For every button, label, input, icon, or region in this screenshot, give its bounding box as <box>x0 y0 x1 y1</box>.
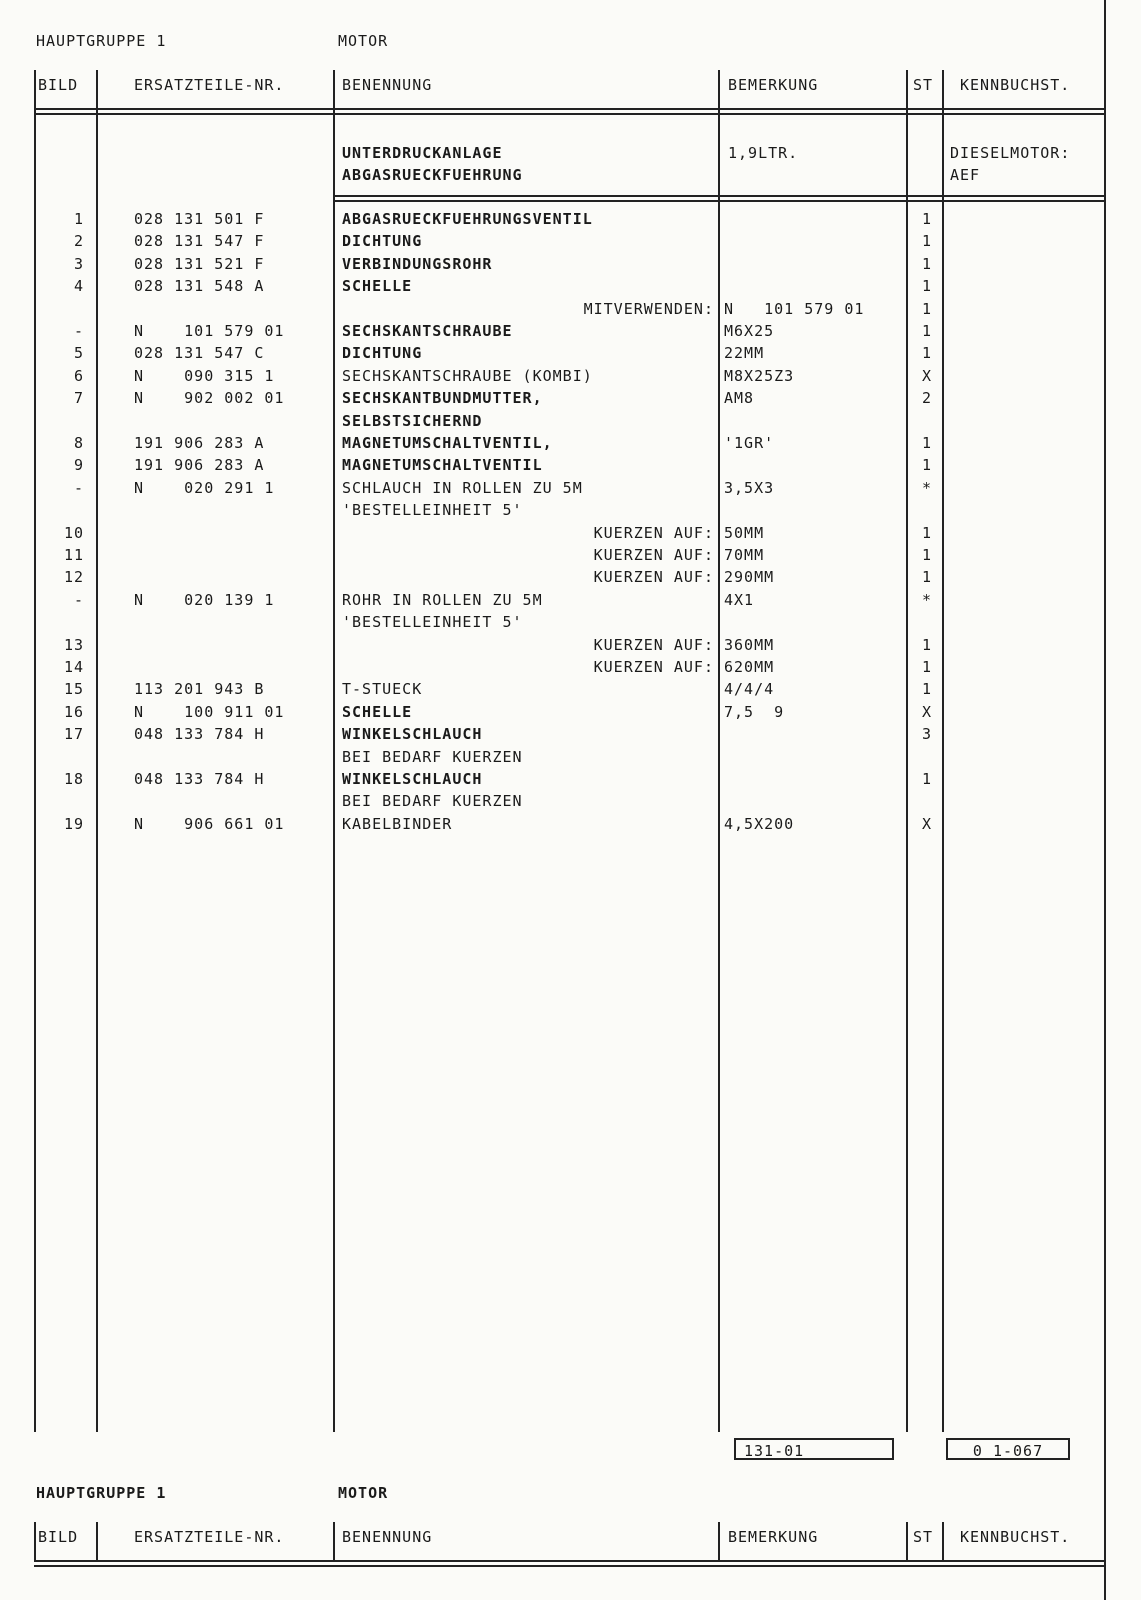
row-bemerkung: AM8 <box>724 389 755 407</box>
row-benennung: BEI BEDARF KUERZEN <box>342 792 523 810</box>
row-benennung: 'BESTELLEINHEIT 5' <box>342 501 523 519</box>
row-bild: 9 <box>73 456 84 474</box>
row-stueck: 1 <box>921 524 932 542</box>
row-bild: - <box>73 479 84 497</box>
row-bild: 2 <box>73 232 84 250</box>
col-teile-nr: ERSATZTEILE-NR. <box>134 76 285 94</box>
section-double-rule-2 <box>334 200 1104 202</box>
row-benennung: SECHSKANTBUNDMUTTER, <box>342 389 543 407</box>
row-benennung: KUERZEN AUF: <box>593 568 714 586</box>
row-benennung: SCHLAUCH IN ROLLEN ZU 5M <box>342 479 583 497</box>
bottom-double-rule-1 <box>34 1560 1104 1562</box>
row-bemerkung: 7,5 9 <box>724 703 785 721</box>
bottom-group-title: MOTOR <box>338 1484 389 1502</box>
hauptgruppe-label: HAUPTGRUPPE 1 <box>36 32 167 50</box>
bottom-col-teile-nr: ERSATZTEILE-NR. <box>134 1528 285 1546</box>
row-bemerkung: 4X1 <box>724 591 755 609</box>
row-part-number: N 020 291 1 <box>134 479 275 497</box>
row-part-number: N 090 315 1 <box>134 367 275 385</box>
row-benennung: DICHTUNG <box>342 344 423 362</box>
col-divider <box>34 1522 36 1562</box>
section-kenn-1: DIESELMOTOR: <box>950 144 1071 162</box>
col-divider <box>34 70 36 1432</box>
bottom-col-st: ST <box>913 1528 934 1546</box>
col-divider <box>942 70 944 1432</box>
row-part-number: 028 131 501 F <box>134 210 265 228</box>
row-benennung: SCHELLE <box>342 703 413 721</box>
row-part-number: 028 131 547 F <box>134 232 265 250</box>
row-bild: 8 <box>73 434 84 452</box>
section-bemerkung: 1,9LTR. <box>728 144 799 162</box>
row-bemerkung: M6X25 <box>724 322 775 340</box>
col-divider <box>96 1522 98 1562</box>
col-benennung: BENENNUNG <box>342 76 433 94</box>
row-benennung: KUERZEN AUF: <box>593 636 714 654</box>
row-bemerkung: 360MM <box>724 636 775 654</box>
row-stueck: 1 <box>921 255 932 273</box>
row-part-number: 113 201 943 B <box>134 680 265 698</box>
col-divider <box>718 70 720 1432</box>
row-stueck: 1 <box>921 568 932 586</box>
row-stueck: 1 <box>921 636 932 654</box>
row-stueck: 1 <box>921 434 932 452</box>
row-benennung: VERBINDUNGSROHR <box>342 255 493 273</box>
row-benennung: SECHSKANTSCHRAUBE <box>342 322 513 340</box>
row-bild: 7 <box>73 389 84 407</box>
row-part-number: 028 131 521 F <box>134 255 265 273</box>
section-kenn-2: AEF <box>950 166 981 184</box>
row-benennung: WINKELSCHLAUCH <box>342 770 483 788</box>
footer-ref-box: 131-01 <box>734 1438 894 1460</box>
row-bild: 4 <box>73 277 84 295</box>
row-bild: 14 <box>63 658 84 676</box>
col-divider <box>333 1522 335 1562</box>
row-part-number: N 101 579 01 <box>134 322 285 340</box>
col-st: ST <box>913 76 934 94</box>
row-bemerkung: 290MM <box>724 568 775 586</box>
row-bemerkung: M8X25Z3 <box>724 367 795 385</box>
row-part-number: N 906 661 01 <box>134 815 285 833</box>
row-benennung: DICHTUNG <box>342 232 423 250</box>
row-bild: - <box>73 322 84 340</box>
row-benennung: ABGASRUECKFUEHRUNGSVENTIL <box>342 210 593 228</box>
row-part-number: N 020 139 1 <box>134 591 275 609</box>
bottom-col-bemerkung: BEMERKUNG <box>728 1528 819 1546</box>
row-benennung: MAGNETUMSCHALTVENTIL <box>342 456 543 474</box>
row-benennung: KUERZEN AUF: <box>593 546 714 564</box>
col-divider <box>333 70 335 1432</box>
row-bild: 1 <box>73 210 84 228</box>
row-benennung: KUERZEN AUF: <box>593 524 714 542</box>
col-divider <box>942 1522 944 1562</box>
row-stueck: 1 <box>921 344 932 362</box>
footer-page-box: 0 1-067 <box>946 1438 1070 1460</box>
row-stueck: 1 <box>921 680 932 698</box>
row-bemerkung: 4,5X200 <box>724 815 795 833</box>
row-stueck: X <box>921 815 932 833</box>
row-benennung: KUERZEN AUF: <box>593 658 714 676</box>
row-bemerkung: 4/4/4 <box>724 680 775 698</box>
row-stueck: * <box>921 479 932 497</box>
bottom-col-bild: BILD <box>38 1528 79 1546</box>
row-bild: 17 <box>63 725 84 743</box>
row-benennung: 'BESTELLEINHEIT 5' <box>342 613 523 631</box>
row-benennung: ROHR IN ROLLEN ZU 5M <box>342 591 543 609</box>
row-bemerkung: 50MM <box>724 524 765 542</box>
col-bemerkung: BEMERKUNG <box>728 76 819 94</box>
col-bild: BILD <box>38 76 79 94</box>
row-bild: 5 <box>73 344 84 362</box>
row-stueck: 1 <box>921 770 932 788</box>
row-bild: 6 <box>73 367 84 385</box>
row-stueck: 1 <box>921 456 932 474</box>
row-bemerkung: N 101 579 01 <box>724 300 865 318</box>
row-bemerkung: 70MM <box>724 546 765 564</box>
row-bemerkung: 22MM <box>724 344 765 362</box>
row-part-number: 028 131 547 C <box>134 344 265 362</box>
col-divider <box>96 70 98 1432</box>
col-divider <box>718 1522 720 1562</box>
row-part-number: N 902 002 01 <box>134 389 285 407</box>
row-part-number: 028 131 548 A <box>134 277 265 295</box>
row-bild: - <box>73 591 84 609</box>
bottom-col-kennbuchst: KENNBUCHST. <box>960 1528 1071 1546</box>
row-bild: 12 <box>63 568 84 586</box>
row-stueck: 1 <box>921 232 932 250</box>
row-stueck: 2 <box>921 389 932 407</box>
row-stueck: X <box>921 367 932 385</box>
row-benennung: BEI BEDARF KUERZEN <box>342 748 523 766</box>
bottom-hauptgruppe-label: HAUPTGRUPPE 1 <box>36 1484 167 1502</box>
section-title-2: ABGASRUECKFUEHRUNG <box>342 166 523 184</box>
bottom-double-rule-2 <box>34 1565 1104 1567</box>
row-part-number: N 100 911 01 <box>134 703 285 721</box>
row-stueck: 1 <box>921 210 932 228</box>
row-bild: 11 <box>63 546 84 564</box>
row-benennung: SELBSTSICHERND <box>342 412 483 430</box>
row-bild: 18 <box>63 770 84 788</box>
row-stueck: 1 <box>921 322 932 340</box>
row-part-number: 191 906 283 A <box>134 434 265 452</box>
row-benennung: MAGNETUMSCHALTVENTIL, <box>342 434 553 452</box>
row-stueck: * <box>921 591 932 609</box>
group-title: MOTOR <box>338 32 389 50</box>
section-title-1: UNTERDRUCKANLAGE <box>342 144 503 162</box>
row-part-number: 191 906 283 A <box>134 456 265 474</box>
row-benennung: SECHSKANTSCHRAUBE (KOMBI) <box>342 367 593 385</box>
row-bild: 16 <box>63 703 84 721</box>
row-stueck: 1 <box>921 277 932 295</box>
row-bild: 3 <box>73 255 84 273</box>
row-stueck: 1 <box>921 546 932 564</box>
row-stueck: 1 <box>921 300 932 318</box>
row-stueck: 1 <box>921 658 932 676</box>
row-benennung: KABELBINDER <box>342 815 453 833</box>
row-bemerkung: 620MM <box>724 658 775 676</box>
row-stueck: 3 <box>921 725 932 743</box>
row-benennung: WINKELSCHLAUCH <box>342 725 483 743</box>
row-bild: 10 <box>63 524 84 542</box>
row-part-number: 048 133 784 H <box>134 725 265 743</box>
col-kennbuchst: KENNBUCHST. <box>960 76 1071 94</box>
row-bild: 15 <box>63 680 84 698</box>
row-benennung: MITVERWENDEN: <box>583 300 714 318</box>
bottom-col-benennung: BENENNUNG <box>342 1528 433 1546</box>
row-bild: 13 <box>63 636 84 654</box>
row-bild: 19 <box>63 815 84 833</box>
row-benennung: T-STUECK <box>342 680 423 698</box>
row-benennung: SCHELLE <box>342 277 413 295</box>
row-part-number: 048 133 784 H <box>134 770 265 788</box>
col-divider <box>906 1522 908 1562</box>
row-bemerkung: 3,5X3 <box>724 479 775 497</box>
section-double-rule-1 <box>334 195 1104 197</box>
page-edge <box>1104 0 1106 1600</box>
row-stueck: X <box>921 703 932 721</box>
row-bemerkung: '1GR' <box>724 434 775 452</box>
